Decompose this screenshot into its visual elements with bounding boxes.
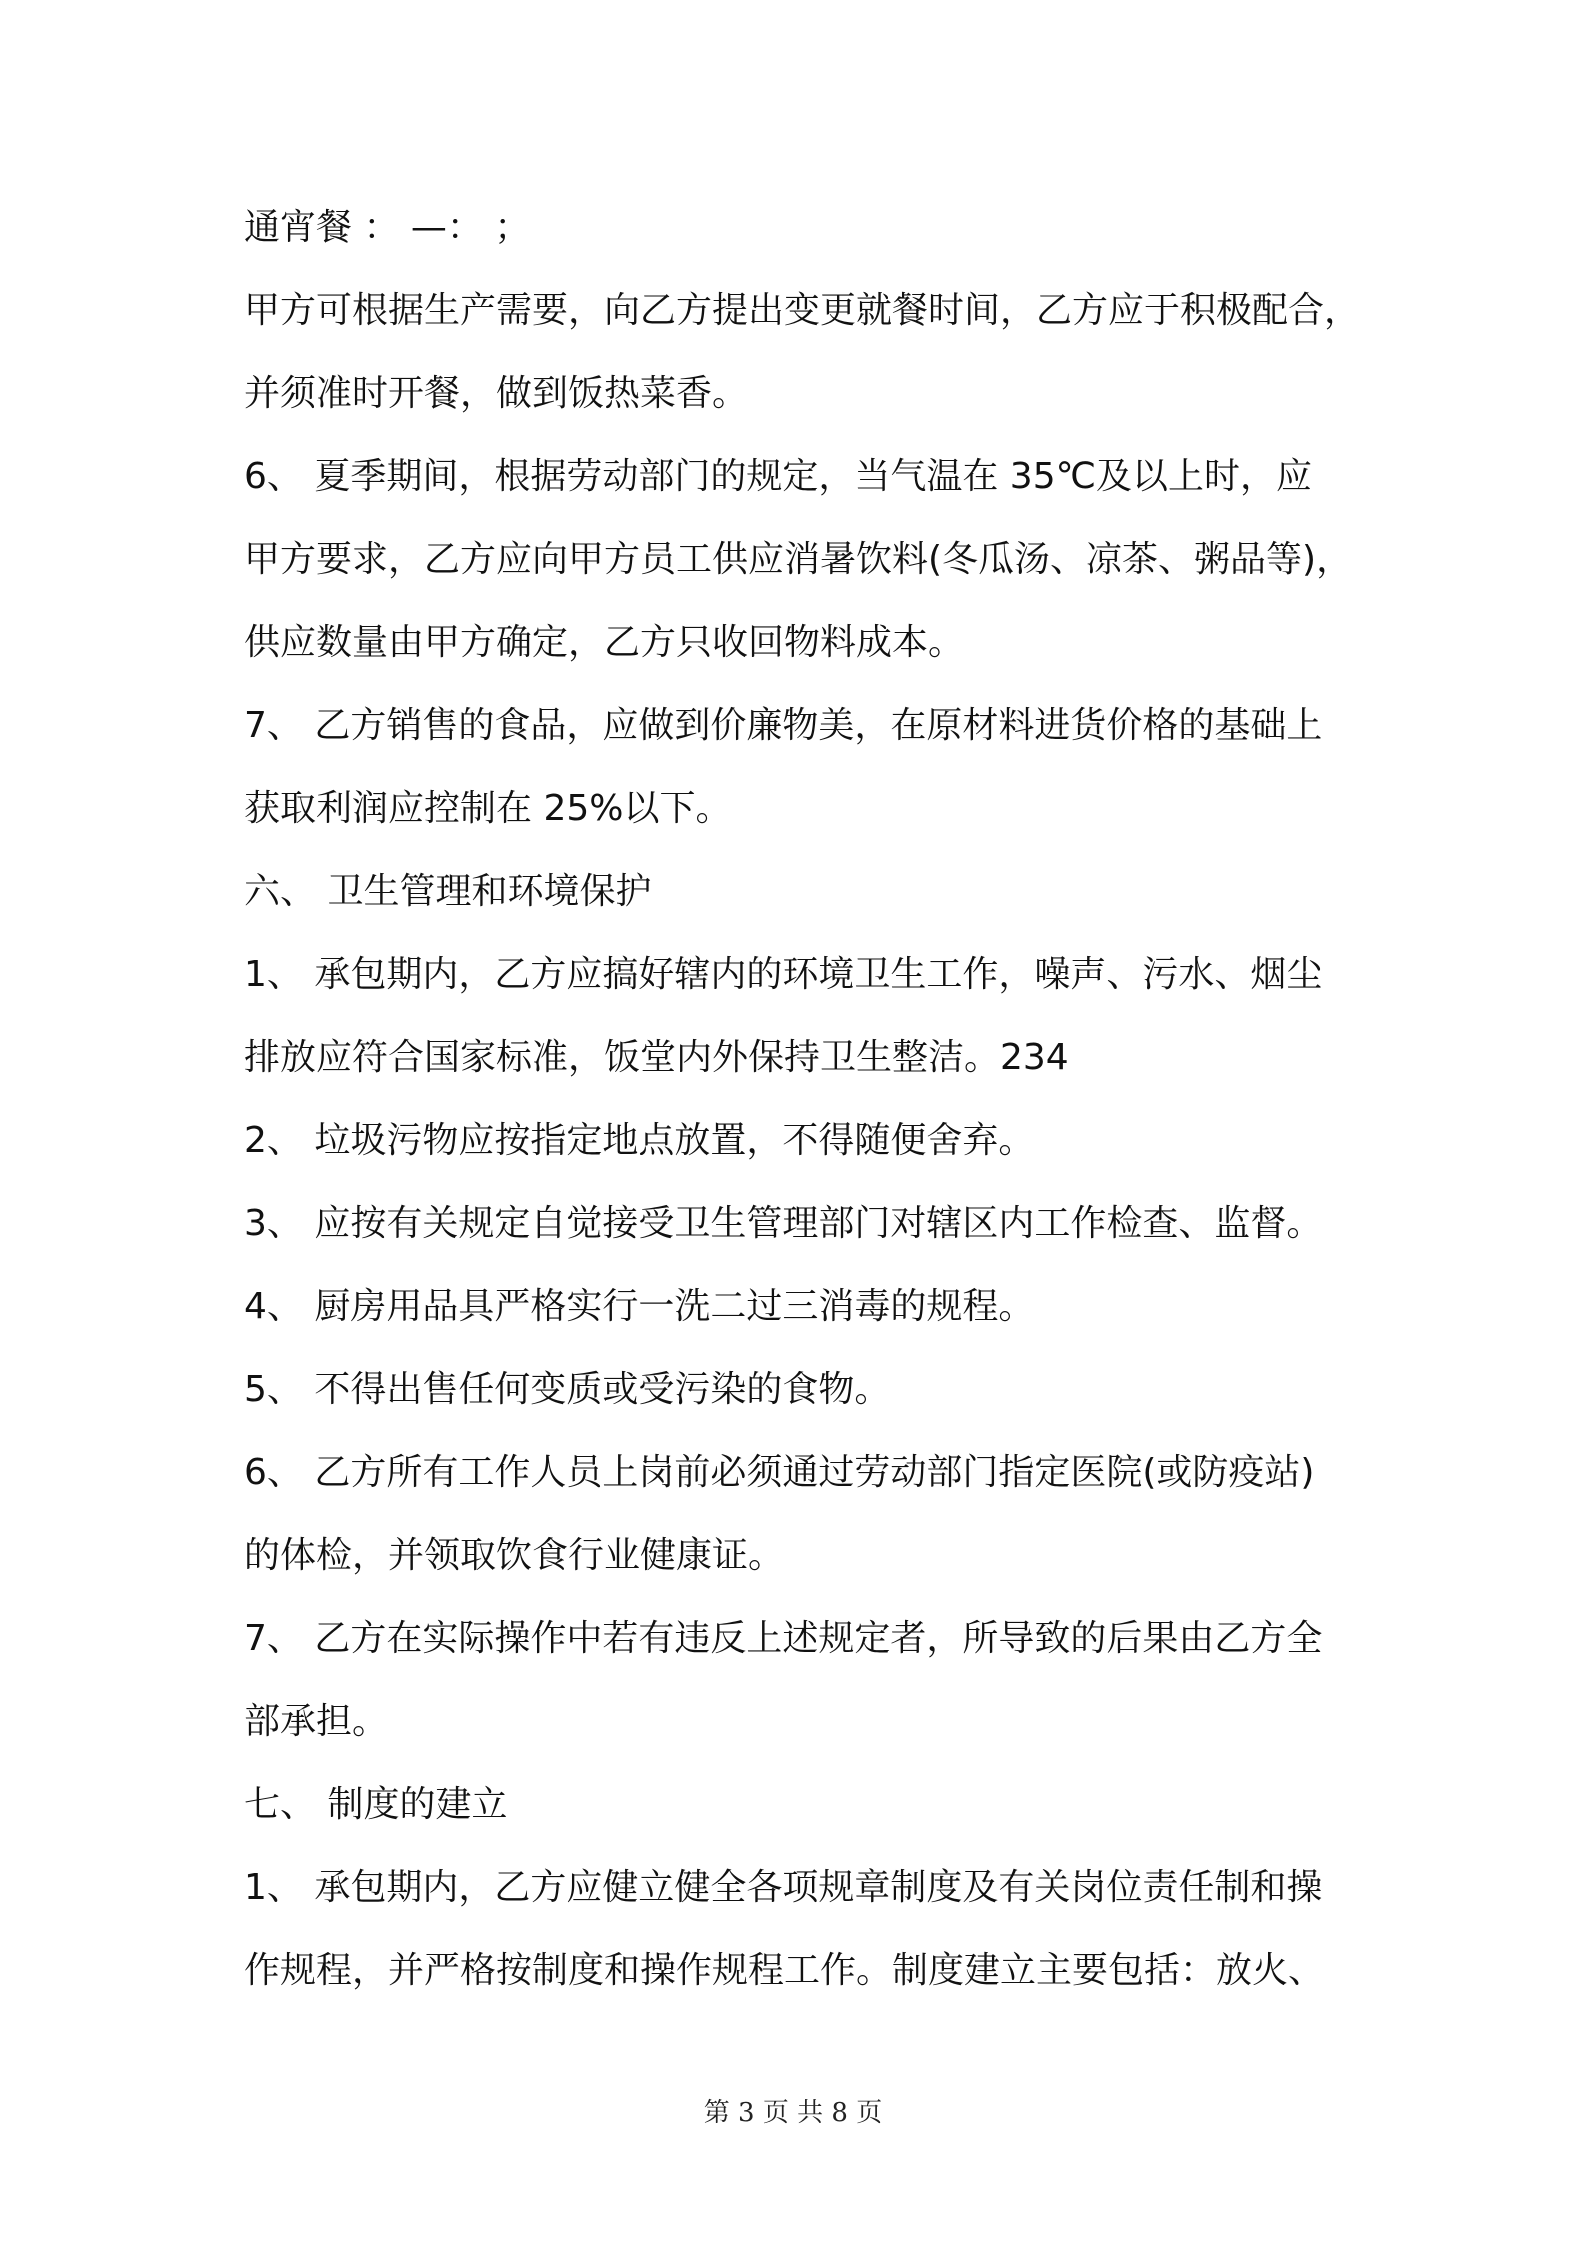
text-line: 供应数量由甲方确定，乙方只收回物料成本。 [244,622,965,663]
page-number-footer: 第 3 页 共 8 页 [703,2098,883,2128]
section-heading: 六、 卫生管理和环境保护 [244,871,652,912]
text-line: 甲方可根据生产需要，向乙方提出变更就餐时间，乙方应于积极配合， [244,290,1361,331]
text-line: 甲方要求，乙方应向甲方员工供应消暑饮料(冬瓜汤、凉茶、粥品等)， [244,539,1353,580]
text-line: 7、 乙方在实际操作中若有违反上述规定者，所导致的后果由乙方全 [244,1618,1323,1659]
text-line: 部承担。 [244,1701,389,1742]
text-line: 的体检，并领取饮食行业健康证。 [244,1535,785,1576]
text-line: 排放应符合国家标准，饭堂内外保持卫生整洁。234 [244,1037,1069,1078]
text-line: 4、 厨房用品具严格实行一洗二过三消毒的规程。 [244,1286,1035,1327]
text-line: 作规程，并严格按制度和操作规程工作。制度建立主要包括：放火、 [244,1950,1325,1991]
section-heading: 七、 制度的建立 [244,1784,508,1825]
text-line: 7、 乙方销售的食品，应做到价廉物美，在原材料进货价格的基础上 [244,705,1323,746]
text-line: 2、 垃圾污物应按指定地点放置，不得随便舍弃。 [244,1120,1035,1161]
text-line: 1、 承包期内，乙方应健立健全各项规章制度及有关岗位责任制和操 [244,1867,1323,1908]
text-line: 1、 承包期内，乙方应搞好辖内的环境卫生工作，噪声、污水、烟尘 [244,954,1323,995]
text-line: 获取利润应控制在 25%以下。 [244,788,732,829]
text-line: 6、 乙方所有工作人员上岗前必须通过劳动部门指定医院(或防疫站) [244,1452,1315,1493]
text-line: 通宵餐 ： —： ； [244,207,531,248]
text-line: 3、 应按有关规定自觉接受卫生管理部门对辖区内工作检查、监督。 [244,1203,1323,1244]
text-line: 6、 夏季期间，根据劳动部门的规定，当气温在 35℃及以上时，应 [244,456,1313,497]
text-line: 5、 不得出售任何变质或受污染的食物。 [244,1369,891,1410]
text-line: 并须准时开餐，做到饭热菜香。 [244,373,749,414]
